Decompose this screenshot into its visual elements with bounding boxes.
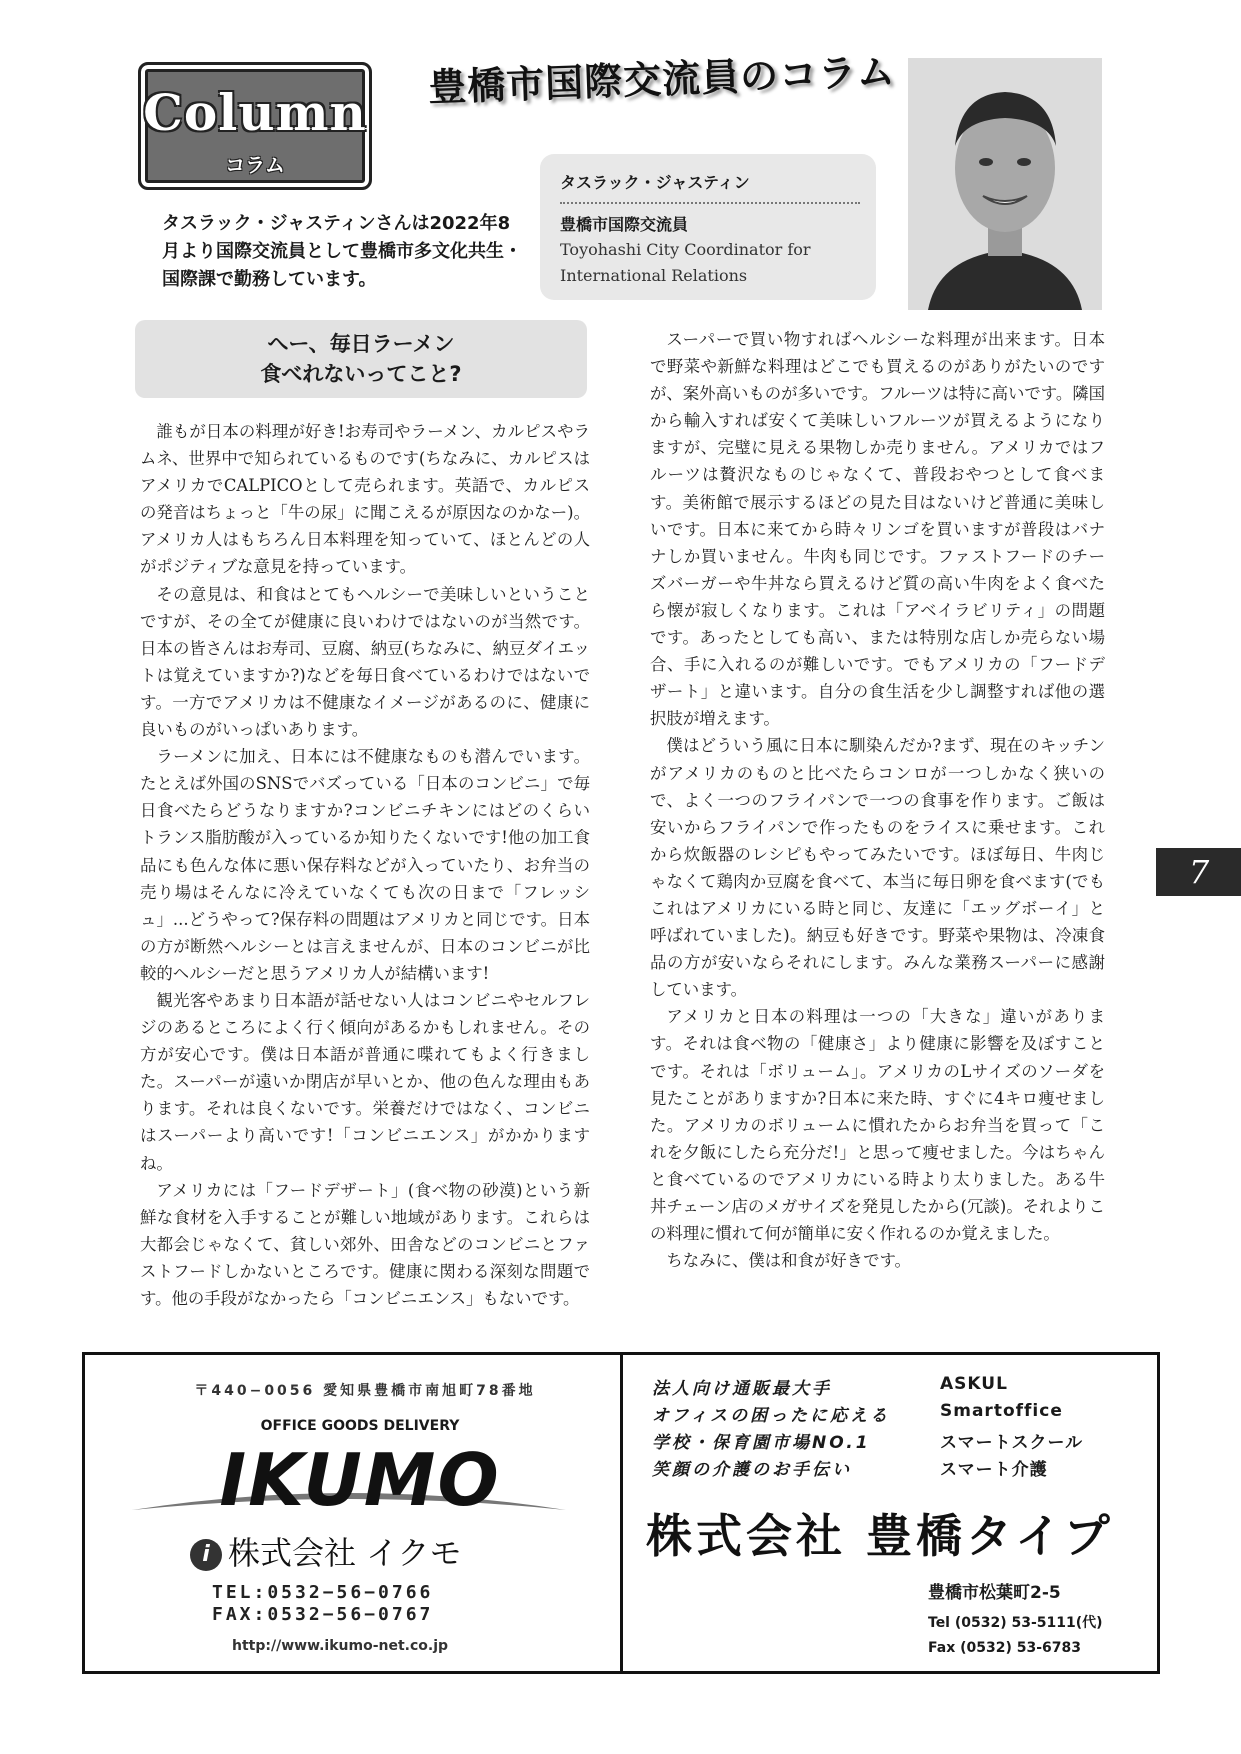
ikumo-tel: TEL:0532−56−0766 [212, 1582, 434, 1603]
ikumo-company-name: 株式会社 イクモ [228, 1534, 462, 1572]
paragraph: ちなみに、僕は和食が好きです。 [666, 1251, 911, 1271]
tp-address: 豊橋市松葉町2-5 [928, 1583, 1061, 1603]
paragraph: スーパーで買い物すればヘルシーな料理が出来ます。日本で野菜や新鮮な料理はどこでも買えるのがありがたいのですが、案外高いものが多いです。フルーツは特に高いです。隣国から輸入すれば安くて美味しいフルーツが買えるようになりますが、完璧に見える果物しか売りません。アメリカではフルーツは贅沢なものじゃなくて、普段おやつとして食べます。美術館で展示するほどの見た目はないけど普通に美味しいです。日本に来てから時々リンゴを買いますが普段はバナナしか買いません。牛肉も同じです。ファストフードのチーズバーガーや牛丼なら買えるけど質の高い牛肉をよく食べたら懐が寂しくなります。これは「アベイラビリティ」の問題です。あったとしても高い、または特別な店しか売らない場合、手に入れるのが難しいです。でもアメリカの「フードデザート」と違います。自分の食生活を少し調整すれば他の選択肢が増えます。 [650, 330, 1105, 729]
column-badge [138, 62, 372, 190]
paragraph: その意見は、和食はとてもヘルシーで美味しいということですが、その全てが健康に良いわけではないのが当然です。日本の皆さんはお寿司、豆腐、納豆(ちなみに、納豆ダイエットは覚えていますか?)などを毎日食べているわけではないです。一方でアメリカは不健康なイメージがあるのに、健康に良いものがいっぱいあります。 [140, 584, 590, 740]
paragraph: 観光客やあまり日本語が話せない人はコンビニやセルフレジのあるところによく行く傾向があるかもしれません。その方が安心です。僕は日本語が普通に喋れてもよく行きました。スーパーが遠いか閉店が早いとか、他の色んな理由もあります。それは良くないです。栄養だけではなく、コンビニはスーパーより高いです!「コンビニエンス」がかかりますね。 [140, 990, 590, 1173]
paragraph: 誰もが日本の料理が好き!お寿司やラーメン、カルピスやラムネ、世界中で知られているものです(ちなみに、カルピスはアメリカでCALPICOとして売られます。英語で、カルピスの発音はちょっと「牛の尿」に聞こえるが原因なのかなー)。アメリカ人はもちろん日本料理を知っていて、ほとんどの人がポジティブな意見を持っています。 [140, 422, 590, 577]
ikumo-fax: FAX:0532−56−0767 [212, 1604, 434, 1625]
tp-service-left: オフィスの困ったに応える [652, 1406, 891, 1426]
heading-line2: 食べれないってこと? [260, 362, 462, 386]
right-column [650, 326, 1105, 1274]
paragraph: アメリカには「フードデザート」(食べ物の砂漠)という新鮮な食材を入手することが難しい地域があります。これらは大都会じゃなくて、貧しい郊外、田舎などのコンビニとファストフードしかないところです。健康に関わる深刻な問題です。他の手段がなかったら「コンビニエンス」もないです。 [140, 1180, 590, 1308]
profile-divider [560, 202, 860, 204]
paragraph: アメリカと日本の料理は一つの「大きな」違いがあります。それは食べ物の「健康さ」より健康に影響を及ぼすことです。それは「ボリューム」。アメリカのLサイズのソーダを見たことがありますか?日本に来た時、すぐに4キロ痩せました。アメリカのボリュームに慣れたからお弁当を買って「これを夕飯にしたら充分だ!」と思って痩せました。今はちゃんと食べているのでアメリカにいる時より太りました。ある牛丼チェーン店のメガサイズを発見したから(冗談)。それよりこの料理に慣れて何が簡単に安く作れるのか覚えました。 [650, 1007, 1105, 1244]
ikumo-address: 〒440−0056 愛知県豊橋市南旭町78番地 [194, 1383, 536, 1399]
profile-english-line1: Toyohashi City Coordinator for [560, 240, 811, 259]
tp-company-name: 株式会社 豊橋タイプ [646, 1509, 1114, 1563]
ikumo-logo: IKUMO [219, 1438, 501, 1522]
profile-name: タスラック・ジャスティン [560, 173, 750, 192]
profile-position: 豊橋市国際交流員 [560, 215, 689, 234]
ikumo-company [190, 1528, 540, 1574]
profile-box [540, 154, 876, 300]
tp-service-right: Smartoffice [940, 1401, 1063, 1421]
tp-service-left: 学校・保育園市場NO.1 [652, 1433, 871, 1453]
paragraph: 僕はどういう風に日本に馴染んだか?まず、現在のキッチンがアメリカのものと比べたらコンロが一つしかなく狭いので、よく一つのフライパンで一つの食事を作ります。ご飯は安いからフライパンで作ったものをライスに乗せます。これから炊飯器のレシピもやってみたいです。ほぼ毎日、牛肉じゃなくて鶏肉か豆腐を食べて、本当に毎日卵を食べます(でもこれはアメリカにいる時と同じ、友達に「エッグボーイ」と呼ばれていました)。納豆も好きです。野菜や果物は、冷凍食品の方が安いならそれにします。みんな業務スーパーに感謝しています。 [650, 736, 1105, 1000]
left-column [140, 418, 590, 1312]
article-heading [135, 320, 587, 398]
tp-service-right: スマートスクール [940, 1433, 1084, 1453]
tp-fax: Fax (0532) 53-6783 [928, 1640, 1081, 1656]
tp-tel: Tel (0532) 53-5111(代) [928, 1615, 1103, 1631]
tp-service-left: 笑顔の介護のお手伝い [652, 1460, 852, 1480]
tp-service-right: スマート介護 [940, 1460, 1048, 1480]
intro-text: タスラック・ジャスティンさんは2022年8月より国際交流員として豊橋市多文化共生・国際課で勤務しています。 [162, 213, 522, 290]
page-title: 豊橋市国際交流員のコラム [427, 49, 897, 110]
profile-english-line2: International Relations [560, 266, 748, 285]
tp-service-right: ASKUL [940, 1374, 1008, 1394]
heading-line1: へー、毎日ラーメン [267, 332, 455, 356]
column-badge-jp: コラム [225, 153, 285, 177]
ikumo-info-icon: i [190, 1539, 222, 1571]
portrait-photo [908, 58, 1102, 310]
tp-service-left: 法人向け通販最大手 [652, 1379, 832, 1399]
page-number: 7 [1156, 848, 1241, 896]
paragraph: ラーメンに加え、日本には不健康なものも潜んでいます。たとえば外国のSNSでバズっている「日本のコンビニ」で毎日食べたらどうなりますか?コンビニチキンにはどのくらいトランス脂肪酸が入っているか知りたくないです!他の加工食品にも色んな体に悪い保存料などが入っていたり、お弁当の売り場はそんなに冷えていなくても次の日まで「フレッシュ」...どうやって?保存料の問題はアメリカと同じです。日本の方が断然ヘルシーとは言えませんが、日本のコンビニが比較的ヘルシーだと思うアメリカ人が結構います! [140, 747, 590, 983]
ad-divider [620, 1352, 623, 1674]
ikumo-url: http://www.ikumo-net.co.jp [232, 1638, 449, 1654]
column-badge-en: Column [143, 83, 367, 142]
ikumo-tagline: OFFICE GOODS DELIVERY [260, 1418, 460, 1434]
